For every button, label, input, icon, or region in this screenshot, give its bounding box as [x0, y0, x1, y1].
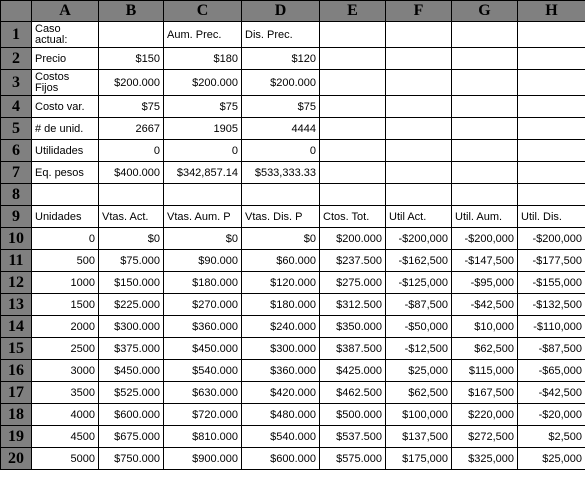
cell-h14[interactable]: -$110,000: [518, 316, 585, 338]
cell-g18[interactable]: $220,000: [452, 404, 518, 426]
cell-f17[interactable]: $62,500: [386, 382, 452, 404]
sheet-row: [1, 250, 585, 272]
cell-c9[interactable]: Vtas. Aum. P: [164, 206, 242, 228]
cell-h18[interactable]: -$20,000: [518, 404, 585, 426]
cell-d2[interactable]: $120: [242, 48, 320, 70]
cell-c14[interactable]: $360.000: [164, 316, 242, 338]
select-all-corner[interactable]: [1, 1, 32, 22]
cell-e4[interactable]: [320, 96, 386, 118]
column-header-b[interactable]: B: [99, 1, 164, 22]
sheet-row: [1, 96, 585, 118]
cell-h1[interactable]: [518, 22, 585, 48]
row-header[interactable]: 18: [1, 404, 32, 426]
cell-c6[interactable]: 0: [164, 140, 242, 162]
cell-e18[interactable]: $500.000: [320, 404, 386, 426]
cell-b9[interactable]: Vtas. Act.: [99, 206, 164, 228]
cell-b8[interactable]: [99, 184, 164, 206]
cell-b6[interactable]: 0: [99, 140, 164, 162]
row-header[interactable]: 15: [1, 338, 32, 360]
cell-g19[interactable]: $272,500: [452, 426, 518, 448]
cell-g4[interactable]: [452, 96, 518, 118]
cell-g7[interactable]: [452, 162, 518, 184]
cell-e10[interactable]: $200.000: [320, 228, 386, 250]
cell-b16[interactable]: $450.000: [99, 360, 164, 382]
sheet-row: [1, 382, 585, 404]
sheet-row: [1, 22, 585, 48]
cell-b12[interactable]: $150.000: [99, 272, 164, 294]
cell-b4[interactable]: $75: [99, 96, 164, 118]
cell-c17[interactable]: $630.000: [164, 382, 242, 404]
row-header[interactable]: 12: [1, 272, 32, 294]
cell-g16[interactable]: $115,000: [452, 360, 518, 382]
row-header[interactable]: 3: [1, 70, 32, 96]
cell-b19[interactable]: $675.000: [99, 426, 164, 448]
cell-a17[interactable]: 3500: [32, 382, 99, 404]
cell-e7[interactable]: [320, 162, 386, 184]
cell-a10[interactable]: 0: [32, 228, 99, 250]
row-header[interactable]: 19: [1, 426, 32, 448]
row-header[interactable]: 11: [1, 250, 32, 272]
cell-g3[interactable]: [452, 70, 518, 96]
cell-h3[interactable]: [518, 70, 585, 96]
cell-e15[interactable]: $387.500: [320, 338, 386, 360]
cell-e9[interactable]: Ctos. Tot.: [320, 206, 386, 228]
cell-h4[interactable]: [518, 96, 585, 118]
cell-d20[interactable]: $600.000: [242, 448, 320, 470]
cell-f6[interactable]: [386, 140, 452, 162]
cell-f18[interactable]: $100,000: [386, 404, 452, 426]
cell-h15[interactable]: -$87,500: [518, 338, 585, 360]
cell-d14[interactable]: $240.000: [242, 316, 320, 338]
cell-f5[interactable]: [386, 118, 452, 140]
cell-e20[interactable]: $575.000: [320, 448, 386, 470]
sheet-row: [1, 228, 585, 250]
cell-a13[interactable]: 1500: [32, 294, 99, 316]
cell-g14[interactable]: $10,000: [452, 316, 518, 338]
cell-e19[interactable]: $537.500: [320, 426, 386, 448]
cell-b15[interactable]: $375.000: [99, 338, 164, 360]
cell-b13[interactable]: $225.000: [99, 294, 164, 316]
cell-b7[interactable]: $400.000: [99, 162, 164, 184]
cell-c1[interactable]: Aum. Prec.: [164, 22, 242, 48]
cell-f9[interactable]: Util Act.: [386, 206, 452, 228]
column-header-e[interactable]: E: [320, 1, 386, 22]
sheet-row: [1, 360, 585, 382]
cell-h5[interactable]: [518, 118, 585, 140]
cell-d3[interactable]: $200.000: [242, 70, 320, 96]
cell-c19[interactable]: $810.000: [164, 426, 242, 448]
cell-f20[interactable]: $175,000: [386, 448, 452, 470]
cell-g13[interactable]: -$42,500: [452, 294, 518, 316]
cell-c5[interactable]: 1905: [164, 118, 242, 140]
cell-a12[interactable]: 1000: [32, 272, 99, 294]
cell-a3[interactable]: Costos Fijos: [32, 70, 99, 96]
row-header[interactable]: 2: [1, 48, 32, 70]
column-header-a[interactable]: A: [32, 1, 99, 22]
cell-d9[interactable]: Vtas. Dis. P: [242, 206, 320, 228]
cell-e17[interactable]: $462.500: [320, 382, 386, 404]
cell-b17[interactable]: $525.000: [99, 382, 164, 404]
cell-f13[interactable]: -$87,500: [386, 294, 452, 316]
sheet-row: [1, 426, 585, 448]
sheet-row: [1, 140, 585, 162]
sheet-row: [1, 272, 585, 294]
cell-f1[interactable]: [386, 22, 452, 48]
cell-a4[interactable]: Costo var.: [32, 96, 99, 118]
cell-e5[interactable]: [320, 118, 386, 140]
sheet-row: [1, 162, 585, 184]
cell-h12[interactable]: -$155,000: [518, 272, 585, 294]
sheet-row: [1, 294, 585, 316]
cell-a15[interactable]: 2500: [32, 338, 99, 360]
row-header[interactable]: 1: [1, 22, 32, 48]
cell-d11[interactable]: $60.000: [242, 250, 320, 272]
cell-f11[interactable]: -$162,500: [386, 250, 452, 272]
sheet-row: [1, 184, 585, 206]
column-header-c[interactable]: C: [164, 1, 242, 22]
cell-c18[interactable]: $720.000: [164, 404, 242, 426]
cell-f4[interactable]: [386, 96, 452, 118]
cell-b3[interactable]: $200.000: [99, 70, 164, 96]
cell-c3[interactable]: $200.000: [164, 70, 242, 96]
cell-a6[interactable]: Utilidades: [32, 140, 99, 162]
cell-h2[interactable]: [518, 48, 585, 70]
cell-h6[interactable]: [518, 140, 585, 162]
cell-d6[interactable]: 0: [242, 140, 320, 162]
cell-b2[interactable]: $150: [99, 48, 164, 70]
cell-a9[interactable]: Unidades: [32, 206, 99, 228]
cell-h17[interactable]: -$42,500: [518, 382, 585, 404]
row-header[interactable]: 16: [1, 360, 32, 382]
sheet-row: [1, 206, 585, 228]
sheet-row: [1, 404, 585, 426]
cell-f16[interactable]: $25,000: [386, 360, 452, 382]
cell-g9[interactable]: Util. Aum.: [452, 206, 518, 228]
cell-c13[interactable]: $270.000: [164, 294, 242, 316]
cell-g11[interactable]: -$147,500: [452, 250, 518, 272]
cell-d1[interactable]: Dis. Prec.: [242, 22, 320, 48]
cell-a14[interactable]: 2000: [32, 316, 99, 338]
column-header-f[interactable]: F: [386, 1, 452, 22]
cell-b10[interactable]: $0: [99, 228, 164, 250]
cell-g5[interactable]: [452, 118, 518, 140]
cell-d18[interactable]: $480.000: [242, 404, 320, 426]
cell-f19[interactable]: $137,500: [386, 426, 452, 448]
sheet-row: [1, 70, 585, 96]
cell-h13[interactable]: -$132,500: [518, 294, 585, 316]
cell-f3[interactable]: [386, 70, 452, 96]
sheet-row: [1, 316, 585, 338]
row-header[interactable]: 7: [1, 162, 32, 184]
cell-d7[interactable]: $533,333.33: [242, 162, 320, 184]
cell-e12[interactable]: $275.000: [320, 272, 386, 294]
cell-g17[interactable]: $167,500: [452, 382, 518, 404]
cell-h11[interactable]: -$177,500: [518, 250, 585, 272]
cell-g12[interactable]: -$95,000: [452, 272, 518, 294]
cell-d17[interactable]: $420.000: [242, 382, 320, 404]
sheet-row: [1, 448, 585, 470]
cell-h20[interactable]: $25,000: [518, 448, 585, 470]
cell-e3[interactable]: [320, 70, 386, 96]
cell-b11[interactable]: $75.000: [99, 250, 164, 272]
row-header[interactable]: 6: [1, 140, 32, 162]
cell-g1[interactable]: [452, 22, 518, 48]
cell-d5[interactable]: 4444: [242, 118, 320, 140]
cell-b5[interactable]: 2667: [99, 118, 164, 140]
cell-f7[interactable]: [386, 162, 452, 184]
cell-c20[interactable]: $900.000: [164, 448, 242, 470]
cell-c11[interactable]: $90.000: [164, 250, 242, 272]
cell-b18[interactable]: $600.000: [99, 404, 164, 426]
cell-b14[interactable]: $300.000: [99, 316, 164, 338]
sheet-row: [1, 338, 585, 360]
row-header[interactable]: 20: [1, 448, 32, 470]
cell-c16[interactable]: $540.000: [164, 360, 242, 382]
cell-f14[interactable]: -$50,000: [386, 316, 452, 338]
cell-a19[interactable]: 4500: [32, 426, 99, 448]
cell-a11[interactable]: 500: [32, 250, 99, 272]
cell-g2[interactable]: [452, 48, 518, 70]
cell-d16[interactable]: $360.000: [242, 360, 320, 382]
cell-e6[interactable]: [320, 140, 386, 162]
cell-h19[interactable]: $2,500: [518, 426, 585, 448]
cell-a1[interactable]: Caso actual:: [32, 22, 99, 48]
cell-a2[interactable]: Precio: [32, 48, 99, 70]
cell-d12[interactable]: $120.000: [242, 272, 320, 294]
cell-a8[interactable]: [32, 184, 99, 206]
cell-d13[interactable]: $180.000: [242, 294, 320, 316]
cell-e14[interactable]: $350.000: [320, 316, 386, 338]
row-header[interactable]: 10: [1, 228, 32, 250]
cell-h8[interactable]: [518, 184, 585, 206]
cell-d15[interactable]: $300.000: [242, 338, 320, 360]
sheet-row: [1, 48, 585, 70]
column-header-h[interactable]: H: [518, 1, 585, 22]
cell-a18[interactable]: 4000: [32, 404, 99, 426]
cell-e1[interactable]: [320, 22, 386, 48]
row-header[interactable]: 9: [1, 206, 32, 228]
row-header[interactable]: 8: [1, 184, 32, 206]
cell-f12[interactable]: -$125,000: [386, 272, 452, 294]
cell-c2[interactable]: $180: [164, 48, 242, 70]
cell-c12[interactable]: $180.000: [164, 272, 242, 294]
sheet-row: [1, 118, 585, 140]
row-header[interactable]: 4: [1, 96, 32, 118]
cell-g10[interactable]: -$200,000: [452, 228, 518, 250]
cell-c8[interactable]: [164, 184, 242, 206]
cell-h16[interactable]: -$65,000: [518, 360, 585, 382]
row-header[interactable]: 13: [1, 294, 32, 316]
cell-b20[interactable]: $750.000: [99, 448, 164, 470]
cell-f15[interactable]: -$12,500: [386, 338, 452, 360]
cell-a5[interactable]: # de unid.: [32, 118, 99, 140]
cell-h10[interactable]: -$200,000: [518, 228, 585, 250]
cell-c4[interactable]: $75: [164, 96, 242, 118]
cell-g15[interactable]: $62,500: [452, 338, 518, 360]
cell-c7[interactable]: $342,857.14: [164, 162, 242, 184]
cell-g8[interactable]: [452, 184, 518, 206]
column-header-g[interactable]: G: [452, 1, 518, 22]
cell-g6[interactable]: [452, 140, 518, 162]
cell-d19[interactable]: $540.000: [242, 426, 320, 448]
row-header[interactable]: 14: [1, 316, 32, 338]
cell-c15[interactable]: $450.000: [164, 338, 242, 360]
cell-a20[interactable]: 5000: [32, 448, 99, 470]
cell-b1[interactable]: [99, 22, 164, 48]
cell-c10[interactable]: $0: [164, 228, 242, 250]
row-header[interactable]: 17: [1, 382, 32, 404]
cell-h9[interactable]: Util. Dis.: [518, 206, 585, 228]
cell-d8[interactable]: [242, 184, 320, 206]
cell-a16[interactable]: 3000: [32, 360, 99, 382]
cell-e8[interactable]: [320, 184, 386, 206]
row-header[interactable]: 5: [1, 118, 32, 140]
cell-e13[interactable]: $312.500: [320, 294, 386, 316]
cell-e11[interactable]: $237.500: [320, 250, 386, 272]
cell-e2[interactable]: [320, 48, 386, 70]
cell-g20[interactable]: $325,000: [452, 448, 518, 470]
column-header-d[interactable]: D: [242, 1, 320, 22]
cell-a7[interactable]: Eq. pesos: [32, 162, 99, 184]
cell-f8[interactable]: [386, 184, 452, 206]
cell-d4[interactable]: $75: [242, 96, 320, 118]
cell-f10[interactable]: -$200,000: [386, 228, 452, 250]
cell-h7[interactable]: [518, 162, 585, 184]
cell-e16[interactable]: $425.000: [320, 360, 386, 382]
cell-f2[interactable]: [386, 48, 452, 70]
column-header-row: [1, 1, 585, 22]
cell-d10[interactable]: $0: [242, 228, 320, 250]
